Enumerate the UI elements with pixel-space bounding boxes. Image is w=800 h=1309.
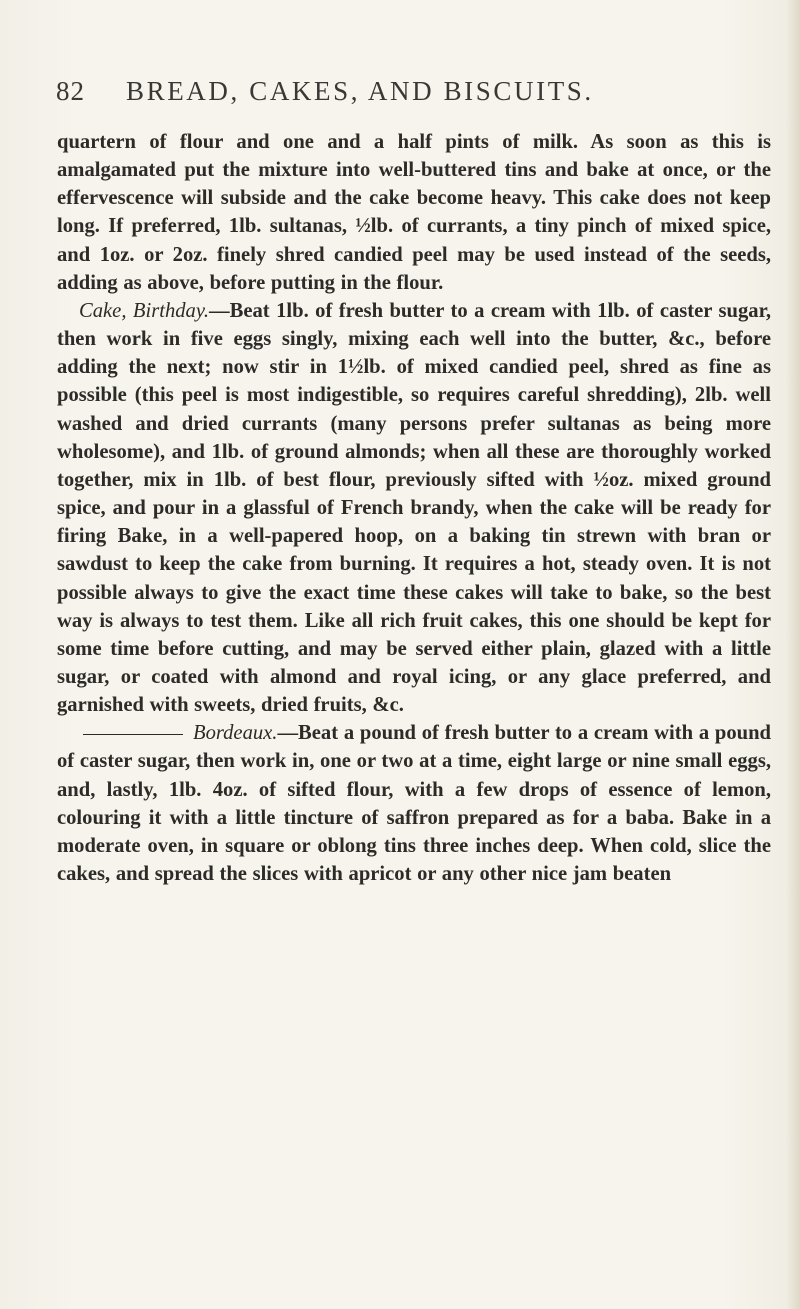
paragraph-continuation-text: quartern of flour and one and a half pints of milk. As soon as this is amalgamated put the mixture into well-buttered tins and bake at once, or the effervescence will subside and the cake become heavy. This cake does not keep long. If preferred, 1lb. sultanas, ½lb. of currants, a tiny pinch of mixed spice, and 1oz. or 2oz. finely shred candied peel may be used instead of the seeds, adding as above, before putting in the flour.	[57, 131, 771, 294]
recipe-heading-birthday: Cake, Birthday.	[79, 299, 210, 322]
recipe-text-birthday: —Beat 1lb. of fresh butter to a cream with 1lb. of caster sugar, then work in five eggs singly, mixing each well into the butter, &c., before adding the next; now stir in 1½lb. of mixed candied peel, shred as fine as possible (this peel is most indigestible, so requires careful shredding), 2lb. well washed and dried currants (many persons prefer sultanas as being more wholesome), and 1lb. of ground almonds; when all these are thoroughly worked together, mix in 1lb. of best flour, previously sifted with ½oz. mixed ground spice, and pour in a glassful of French brandy, when the cake will be ready for firing Bake, in a well-papered hoop, on a baking tin strewn with bran or sawdust to keep the cake from burning. It requires a hot, steady oven. It is not possible always to give the exact time these cakes will take to bake, so the best way is always to test them. Like all rich fruit cakes, this one should be kept for some time before cutting, and may be served either plain, glazed with a little sugar, or coated with almond and royal icing, or any glace preferred, and garnished with sweets, dried fruits, &c.	[57, 299, 771, 717]
recipe-birthday-cake	[57, 297, 771, 719]
running-title: BREAD, CAKES, AND BISCUITS.	[126, 76, 594, 106]
page-edge-shadow	[786, 0, 800, 1309]
paragraph-continuation	[57, 128, 771, 297]
recipe-bordeaux-cake	[57, 719, 771, 888]
page-header	[56, 76, 776, 116]
body-text	[57, 128, 771, 888]
ditto-dash	[83, 734, 183, 735]
page-number: 82	[56, 76, 85, 106]
recipe-heading-bordeaux: Bordeaux.	[193, 722, 278, 745]
recipe-text-bordeaux: —Beat a pound of fresh butter to a cream with a pound of caster sugar, then work in, one or two at a time, eight large or nine small eggs, and, lastly, 1lb. 4oz. of sifted flour, with a few drops of essence of lemon, colouring it with a little tincture of saffron prepared as for a baba. Bake in a moderate oven, in square or oblong tins three inches deep. When cold, slice the cakes, and spread the slices with apricot or any other nice jam beaten	[57, 722, 771, 886]
